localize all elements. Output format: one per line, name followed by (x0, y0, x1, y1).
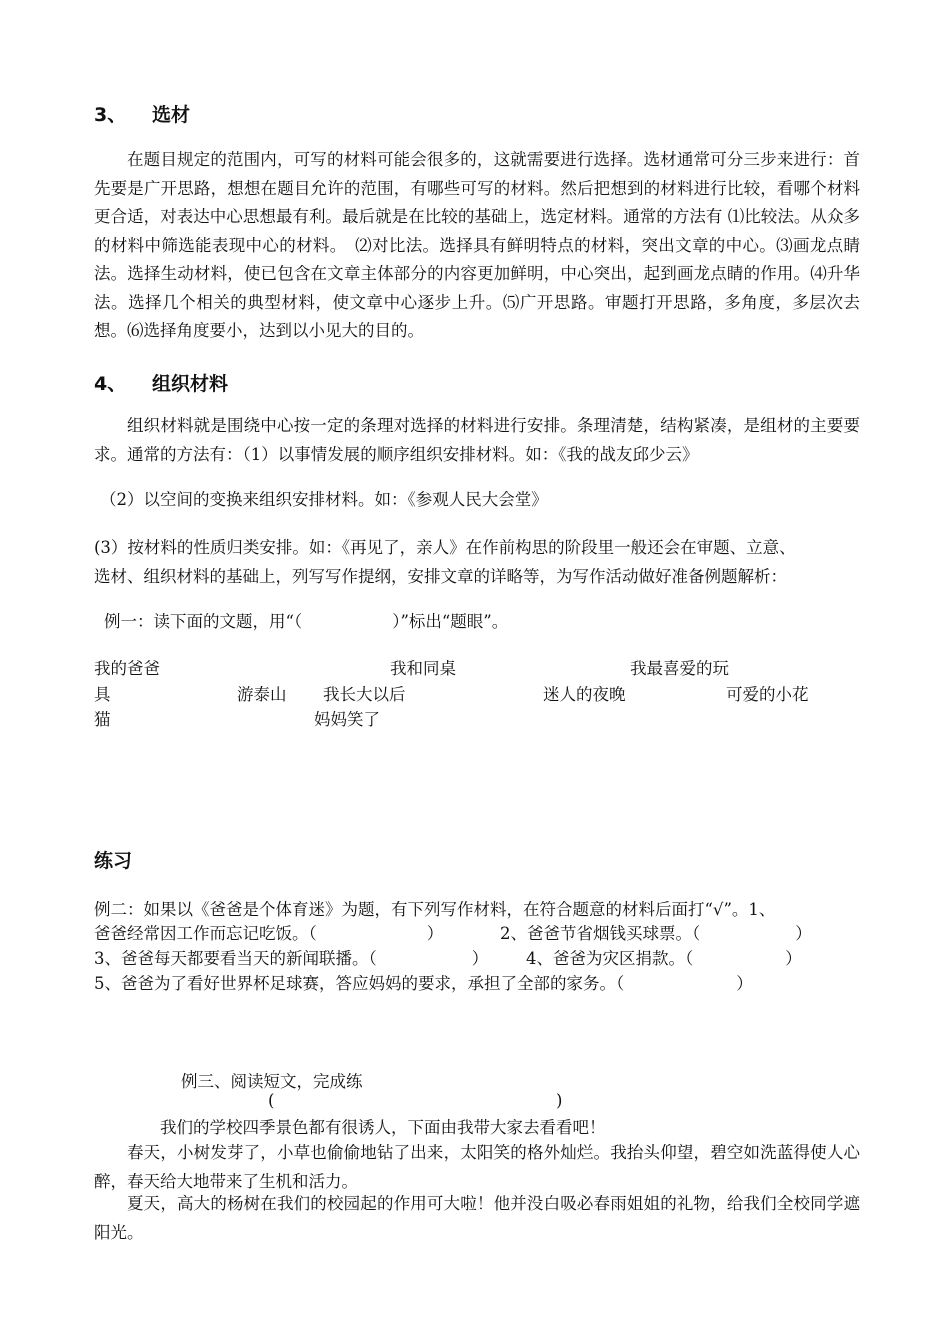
title-me-and-deskmate: 我和同桌 (390, 659, 456, 678)
example-2-item-4: 4、爸爸为灾区捐款。（ ） (526, 949, 802, 968)
example-2-item-3: 3、爸爸每天都要看当天的新闻联播。（ ） (94, 949, 489, 968)
title-cute-kitten-part1: 可爱的小花 (726, 685, 809, 704)
method-2-line: （2）以空间的变换来组织安排材料。如：《参观人民大会堂》 (100, 490, 548, 509)
example-1-prompt-start: 例一：读下面的文题，用“（ (104, 612, 303, 631)
example-3-prompt: 例三、阅读短文，完成练 (181, 1072, 363, 1091)
title-mom-smiled: 妈妈笑了 (314, 710, 380, 729)
example-2-item-2: 2、爸爸节省烟钱买球票。（ ） (500, 924, 812, 943)
example-3-intro: 我们的学校四季景色都有很诱人，下面由我带大家去看看吧！ (160, 1118, 606, 1137)
practice-heading: 练习 (94, 850, 133, 872)
section-4-body: 组织材料就是围绕中心按一定的条理对选择的材料进行安排。条理清楚，结构紧凑，是组材的主要要求。通常的方法有：（1）以事情发展的顺序组织安排材料。如：《我的战友邱少云》 (94, 416, 860, 464)
section-3-title: 选材 (152, 104, 191, 126)
section-3-number: 3、 (94, 104, 127, 126)
example-3-summer-paragraph: 夏天，高大的杨树在我们的校园起的作用可大啦！他并没白吸必春雨姐姐的礼物，给我们全校同学遮阳光。 (94, 1194, 860, 1242)
example-3-spring-paragraph: 春天，小树发芽了，小草也偷偷地钻了出来，太阳笑的格外灿烂。我抬头仰望，碧空如洗蓝得使人心醉，春天给大地带来了生机和活力。 (94, 1143, 860, 1191)
section-4-number: 4、 (94, 373, 127, 395)
section-3-body: 在题目规定的范围内，可写的材料可能会很多的，这就需要进行选择。选材通常可分三步来进行：首先要是广开思路，想想在题目允许的范围，有哪些可写的材料。然后把想到的材料进行比较，看哪个材料更合适，对表达中心思想最有利。最后就是在比较的基础上，选定材料。通常的方法有 ⑴比较法。从众多的材料中筛选能表现中心的材料。 ⑵对比法。选择具有鲜明特点的材料，突出文章的中心。⑶画龙点睛法。选择生动材料，使已包含在文章主体部分的内容更加鲜明，中心突出，起到画龙点睛的作用。⑷升华法。选择几个相关的典型材料，使文章中心逐步上升。⑸广开思路。审题打开思路，多角度，多层次去想。⑹选择角度要小，达到以小见大的目的。 (94, 150, 860, 340)
section-4-heading (94, 369, 228, 396)
example-2-item-5: 5、爸爸为了看好世界杯足球赛，答应妈妈的要求，承担了全部的家务。（ ） (94, 974, 753, 993)
section-3-heading (94, 100, 190, 127)
title-when-i-grow-up: 我长大以后 (323, 685, 406, 704)
title-my-father: 我的爸爸 (94, 659, 160, 678)
example-1-prompt (104, 608, 508, 632)
method-3-line-1: (3）按材料的性质归类安排。如：《再见了，亲人》在作前构思的阶段里一般还会在审题、立意、 (94, 538, 796, 557)
example-3-paren-open: ( (268, 1091, 275, 1110)
title-favorite-toy-part2: 具 (94, 685, 111, 704)
example-1-prompt-end: ）”标出“题眼”。 (392, 612, 509, 631)
title-mount-tai: 游泰山 (237, 685, 287, 704)
method-3-line-2: 选材、组织材料的基础上，列写写作提纲，安排文章的详略等，为写作活动做好准备例题解析： (94, 567, 787, 586)
title-charming-night: 迷人的夜晚 (543, 685, 626, 704)
example-2-item-1: 爸爸经常因工作而忘记吃饭。（ ） (94, 924, 444, 943)
example-2-line-1: 例二：如果以《爸爸是个体育迷》为题，有下列写作材料，在符合题意的材料后面打“√”。1、 (94, 900, 776, 919)
example-3-paren-close: ) (556, 1091, 563, 1110)
title-cute-kitten-part2: 猫 (94, 710, 111, 729)
example-3-answer-blank[interactable] (278, 1094, 548, 1114)
section-4-title: 组织材料 (152, 373, 229, 395)
title-favorite-toy-part1: 我最喜爱的玩 (630, 659, 729, 678)
